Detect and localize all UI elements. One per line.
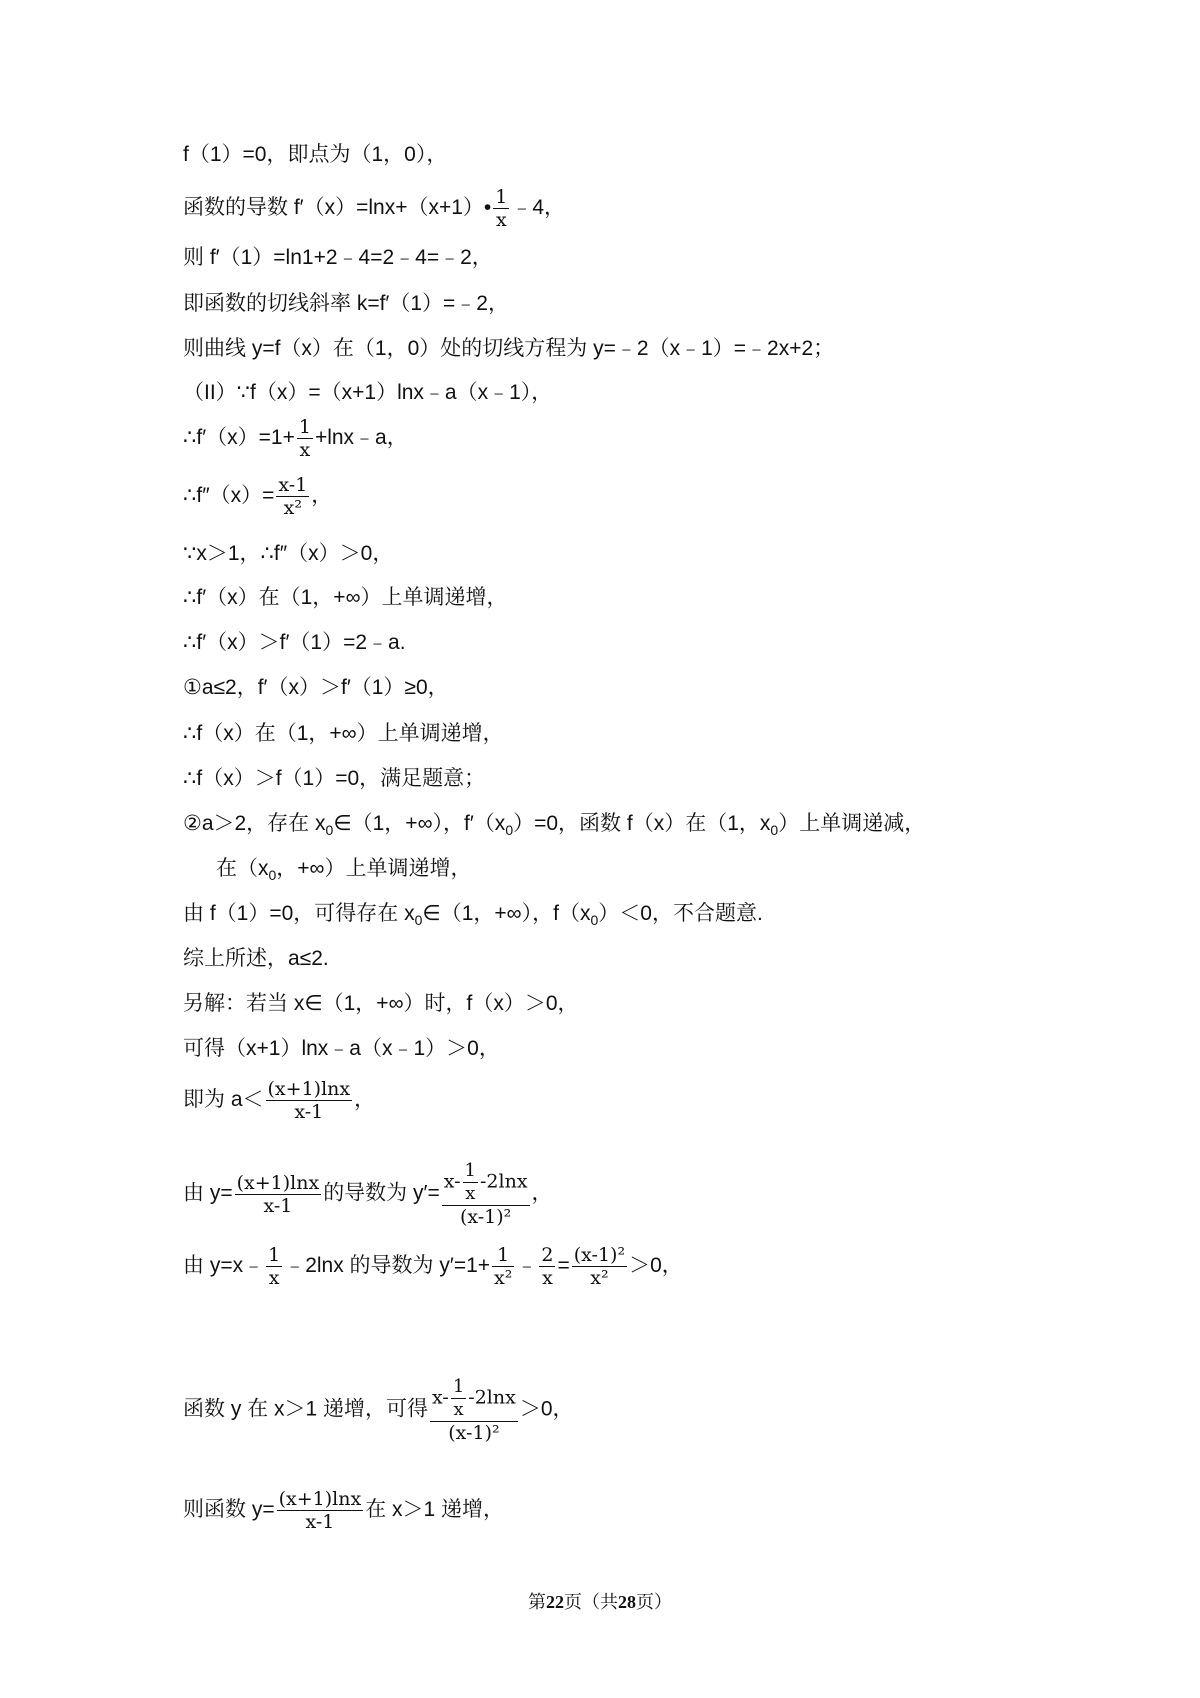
fraction-denominator: x [542,1267,553,1289]
text-line-14: ∴f（x）＞f（1）=0，满足题意； [183,767,486,790]
inner-fraction [451,1376,466,1421]
fraction-numerator: (x+1)lnx [267,1078,351,1100]
text-line-6: （II）∵f（x）=（x+1）lnx﹣a（x﹣1）， [183,381,553,404]
text-line-25 [183,1488,504,1533]
text-segment: ﹣ [516,1254,538,1278]
text-segment: 由 f（1）=0，可得存在 x [183,902,415,925]
text-segment: 则函数 y= [183,1498,275,1522]
fraction-denominator: x-1 [305,1511,335,1533]
fraction-numerator: (x-1)² [573,1244,626,1266]
text-line-10: ∴f′（x）在（1，+∞）上单调递增， [183,586,508,609]
text-segment: 由 y=x﹣ [183,1254,265,1278]
text-line-11: ∴f′（x）＞f′（1）=2﹣a. [183,631,406,654]
text-segment: ）=0，函数 f（x）在（1，x [513,812,771,835]
footer-page-number: 22 [546,1592,564,1612]
inner-fraction [463,1160,478,1205]
text-segment: ＞0， [519,1397,574,1421]
fraction-numerator [442,1160,530,1206]
footer-suffix: 页） [636,1592,672,1612]
fraction-numerator: 1 [298,416,311,438]
subscript: 0 [414,912,423,929]
text-segment: ）上单调递减， [778,812,926,835]
text-segment: 即为 a＜ [183,1088,264,1112]
fraction-denominator: x [299,439,311,461]
text-line-1: f（1）=0，即点为（1，0）， [183,143,448,166]
text-segment: ﹣4， [511,196,566,220]
fraction-denominator: x [453,1399,464,1420]
text-line-5: 则曲线 y=f（x）在（1，0）处的切线方程为 y=﹣2（x﹣1）=﹣2x+2； [183,337,835,360]
fraction [493,186,509,231]
text-segment: ， [354,1088,376,1112]
footer-prefix: 第 [528,1592,546,1612]
fraction-denominator: (x-1)² [448,1422,500,1444]
fraction [492,1244,514,1289]
fraction-numerator: 2 [541,1244,554,1266]
subscript: 0 [325,822,334,839]
fraction-denominator: x [268,1267,280,1289]
fraction-numerator: 1 [495,186,508,208]
fraction-numerator: 1 [268,1244,281,1266]
page-footer [0,1588,1200,1614]
fraction-numerator: x-1 [278,474,308,496]
footer-middle: 页（共 [564,1592,618,1612]
text-line-15 [183,810,925,844]
fraction [235,1172,322,1217]
text-line-19: 另解：若当 x∈（1，+∞）时，f（x）＞0， [183,992,579,1015]
subscript: 0 [770,822,779,839]
subscript: 0 [268,867,277,884]
text-segment: ）＜0，不合题意. [598,902,763,925]
text-line-16 [216,855,472,889]
text-segment: 函数 y 在 x＞1 递增，可得 [183,1397,429,1421]
fraction-numerator: 1 [492,1244,514,1267]
text-segment: ∴f″（x）= [183,484,275,508]
subscript: 0 [505,822,514,839]
text-segment: ﹣2lnx 的导数为 y′=1+ [284,1254,491,1278]
text-segment: = [557,1254,570,1278]
text-line-2 [183,186,565,231]
fraction [266,1244,282,1289]
text-line-4: 即函数的切线斜率 k=f′（1）=﹣2， [183,292,509,315]
text-line-22 [183,1160,553,1228]
text-segment: ∈（1，+∞），f′（x [333,812,506,835]
text-segment: x- [443,1170,461,1193]
fraction [276,474,309,519]
compound-fraction [430,1376,518,1444]
text-line-13: ∴f（x）在（1，+∞）上单调递增， [183,722,504,745]
fraction-numerator: (x+1)lnx [278,1488,362,1510]
fraction-denominator: x-1 [294,1101,324,1123]
text-segment: -2lnx [480,1170,528,1193]
text-segment: ＞0， [629,1254,683,1278]
text-line-12: ①a≤2，f′（x）＞f′（1）≥0， [183,676,449,699]
text-line-18: 综上所述，a≤2. [183,947,329,970]
text-line-9: ∵x＞1，∴f″（x）＞0， [183,542,394,565]
text-line-8 [183,474,332,519]
subscript: 0 [590,912,599,929]
fraction [297,416,313,461]
text-segment: ，+∞）上单调递增， [276,857,472,880]
fraction-numerator [430,1376,518,1422]
text-segment: 在 x＞1 递增， [365,1498,505,1522]
text-segment: ， [531,1181,553,1205]
fraction-denominator: x² [283,497,303,519]
fraction-denominator: (x-1)² [459,1206,512,1228]
fraction-numerator: 1 [464,1160,476,1181]
fraction-denominator: x-1 [263,1194,293,1217]
fraction-numerator: (x+1)lnx [236,1171,320,1194]
fraction [539,1244,555,1289]
fraction-denominator: x² [590,1267,609,1289]
fraction-numerator: 1 [452,1376,465,1397]
fraction-denominator: x [495,209,507,231]
text-segment: x- [432,1386,449,1409]
text-segment: 函数的导数 f′（x）=lnx+（x+1）• [183,196,492,220]
text-line-17 [183,900,763,934]
footer-total-pages: 28 [618,1592,636,1612]
text-segment: ， [311,484,333,508]
text-line-7 [183,416,408,461]
fraction [277,1488,364,1533]
text-line-23 [183,1244,683,1289]
text-line-21 [183,1078,375,1123]
compound-fraction [442,1160,530,1228]
text-segment: 的导数为 y′= [323,1181,440,1205]
text-segment: ∈（1，+∞），f（x [422,902,591,925]
text-segment: +lnx﹣a， [314,426,408,450]
fraction [572,1244,627,1289]
text-line-20: 可得（x+1）lnx﹣a（x﹣1）＞0， [183,1037,500,1060]
text-line-3: 则 f′（1）=ln1+2﹣4=2﹣4=﹣2， [183,246,493,269]
text-segment: ∴f′（x）=1+ [183,426,295,450]
fraction-denominator: x² [494,1267,513,1289]
text-line-24 [183,1376,574,1444]
fraction-denominator: x [465,1183,476,1204]
fraction [266,1078,353,1123]
text-segment: ②a＞2，存在 x [183,812,326,835]
text-segment: -2lnx [468,1386,516,1409]
text-segment: 在（x [216,857,269,880]
text-segment: 由 y= [183,1181,233,1205]
